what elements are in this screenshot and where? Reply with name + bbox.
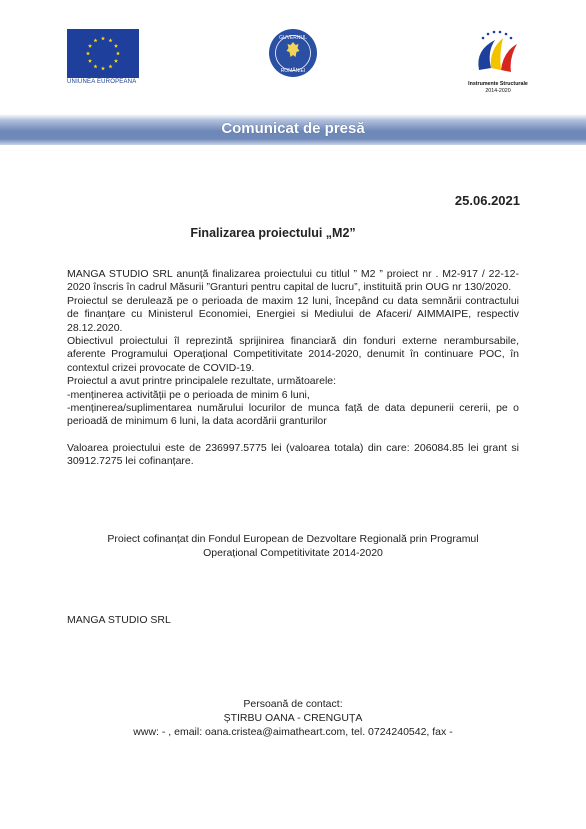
- body-paragraph: Obiectivul proiectului îl reprezintă sprijinirea financiară din fonduri externe nerambursabile, aferente Programului Operațional Competitivitate 2014-2020, denumit în continuare POC, în contextul crizei provocate de COVID-19.: [67, 335, 519, 374]
- eu-flag-logo: [67, 29, 139, 78]
- company-name: MANGA STUDIO SRL: [67, 614, 171, 626]
- cofinance-note: [0, 532, 586, 560]
- contact-name: ȘTIRBU OANA - CRENGUȚA: [223, 712, 363, 724]
- is-caption-line1: Instrumente Structurale: [468, 81, 528, 87]
- release-date: 25.06.2021: [454, 193, 520, 208]
- contact-label: Persoană de contact:: [243, 698, 343, 710]
- body-paragraph: Proiectul se derulează pe o perioada de maxim 12 luni, începând cu data semnării contractului de finanțare cu Ministerul Economiei, Energiei si Mediului de Afaceri/ AIMMAIPE, respectiv 28.12.2020.: [67, 294, 519, 334]
- cofinance-line2: Operațional Competitivitate 2014-2020: [203, 547, 383, 559]
- document-title: Finalizarea proiectului „M2”: [190, 226, 356, 240]
- instrumente-structurale-logo: [465, 28, 531, 82]
- result-item: -menținerea/suplimentarea numărului locurilor de munca față de data depunerii cererii, pe o perioadă de minimum 6 luni, la data acordării granturilor: [67, 402, 519, 428]
- contact-block: [0, 697, 586, 739]
- cofinance-line1: Proiect cofinanțat din Fondul European de Dezvoltare Regională prin Programul: [107, 533, 479, 545]
- eu-caption: UNIUNEA EUROPEANĂ: [67, 79, 137, 85]
- government-seal-logo: [268, 28, 318, 78]
- press-release-body: [67, 268, 519, 469]
- is-caption-line2: 2014-2020: [485, 88, 511, 94]
- seal-text-bottom: ROMÂNIEI: [280, 68, 306, 74]
- project-value-paragraph: Valoarea proiectului este de 236997.5775 lei (valoarea totala) din care: 206084.85 lei grant si 30912.7275 lei cofinanțare.: [67, 441, 519, 468]
- body-paragraph: Proiectul a avut printre principalele rezultate, următoarele:: [67, 375, 337, 388]
- body-paragraph: MANGA STUDIO SRL anunță finalizarea proiectului cu titlul ” M2 ” proiect nr . M2-917 / 22-12-2020 înscris în cadrul Măsurii ”Granturi pentru capital de lucru”, instituită prin OUG nr 130/2020.: [67, 268, 519, 294]
- result-item: -menținerea activității pe o perioada de minim 6 luni,: [67, 388, 310, 401]
- banner-title: Comunicat de presă: [221, 120, 365, 137]
- contact-details: www: - , email: oana.cristea@aimatheart.com, tel. 0724240542, fax -: [133, 726, 453, 738]
- instrumente-structurale-caption: [456, 81, 540, 95]
- seal-text-top: GUVERNUL: [279, 35, 307, 41]
